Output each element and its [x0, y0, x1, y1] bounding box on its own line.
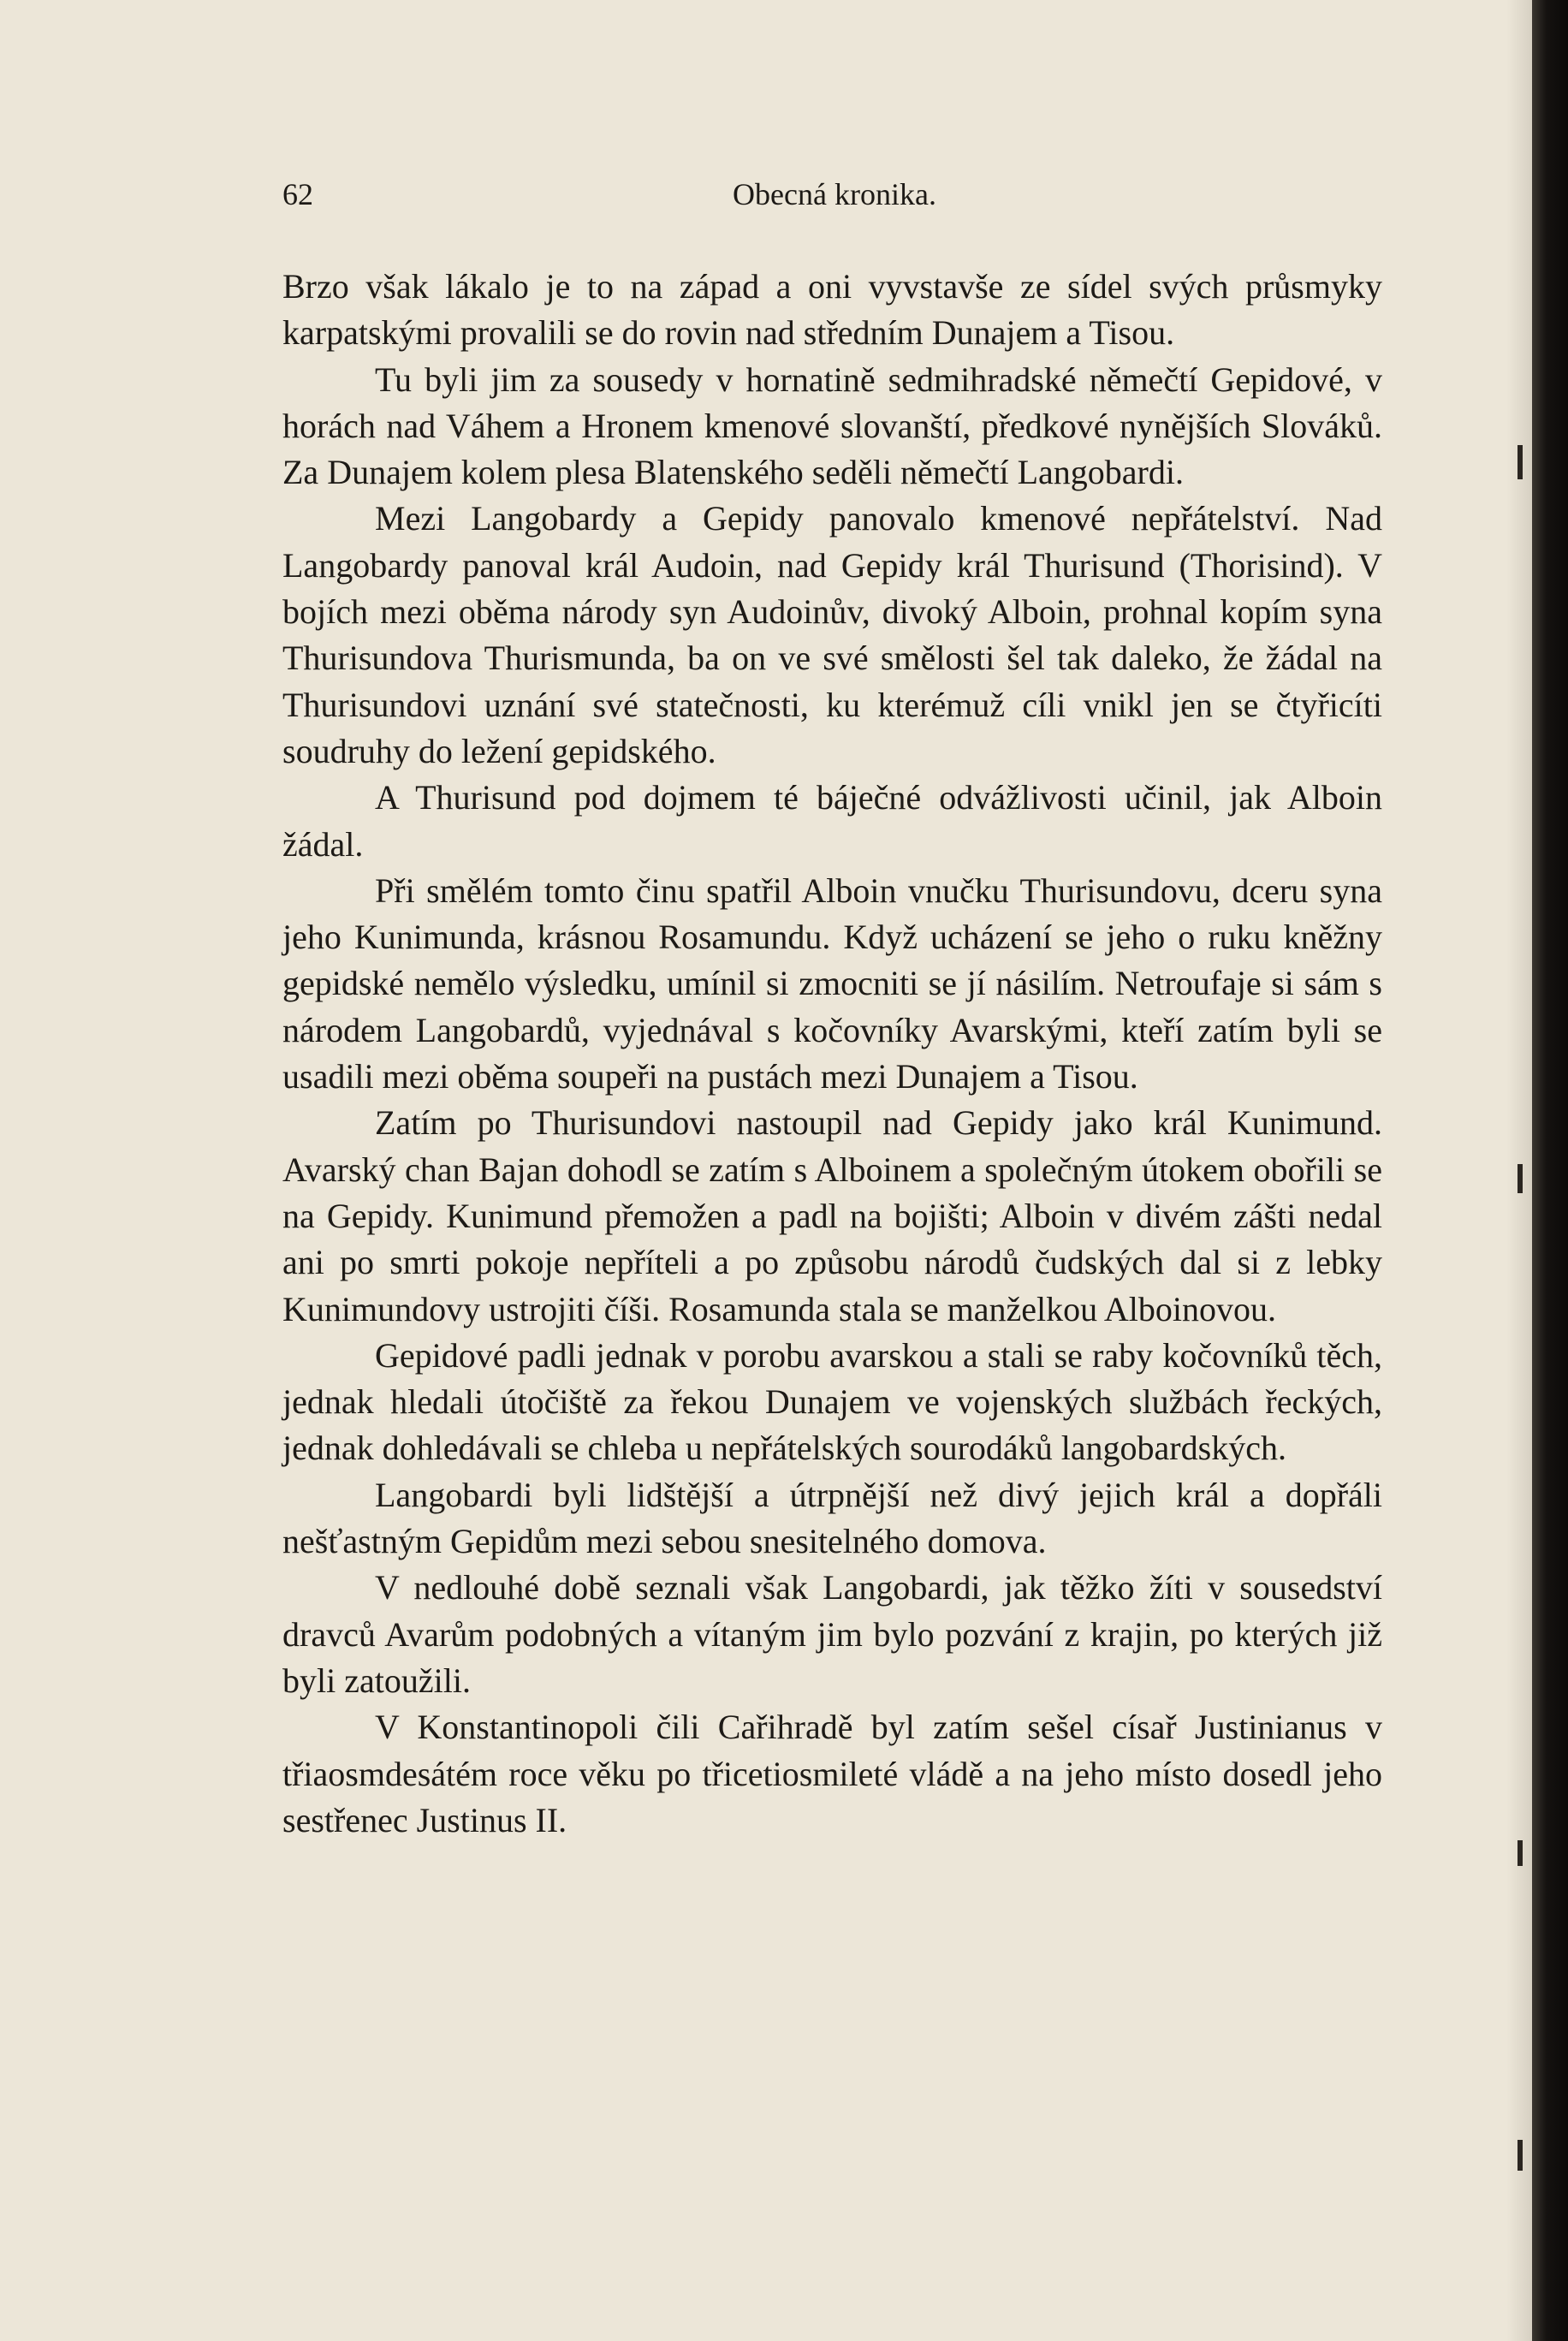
paragraph: Gepidové padli jednak v porobu avarskou a stali se raby kočovníků těch, jednak hledali útočiště za řekou Dunajem ve vojenských službách řeckých, jednak dohledávali se chleba u nepřátelských sourodáků langobardských. — [282, 1335, 1382, 1468]
running-title: Obecná kronika. — [733, 177, 936, 211]
edge-mark — [1518, 2140, 1523, 2171]
paragraph: Při smělém tomto činu spatřil Alboin vnučku Thurisundovu, dceru syna jeho Kunimunda, krásnou Rosamundu. Když ucházení se jeho o ruku kněžny gepidské nemělo výsledku, umínil si zmocniti se jí násilím. Netroufaje si sám s národem Langobardů, vyjednával s kočovníky Avarskými, kteří zatím byli se usadili mezi oběma soupeři na pustách mezi Dunajem a Tisou. — [282, 870, 1382, 1096]
paragraph: Zatím po Thurisundovi nastoupil nad Gepidy jako král Kunimund. Avarský chan Bajan dohodl se zatím s Alboinem a společným útokem obořili se na Gepidy. Kunimund přemožen a padl na bojišti; Alboin v divém zášti nedal ani po smrti pokoje nepříteli a po způsobu národů čudských dal si z lebky Kunimundovy ustrojiti číši. Rosamunda stala se manželkou Alboinovou. — [282, 1103, 1382, 1328]
scan-dark-edge — [1532, 0, 1568, 2341]
paragraph: Mezi Langobardy a Gepidy panovalo kmenové nepřátelství. Nad Langobardy panoval král Audoin, nad Gepidy král Thurisund (Thorisind). V bojích mezi oběma národy syn Audoinův, divoký Alboin, prohnal kopím syna Thurisundova Thurismunda, ba on ve své smělosti šel tak daleko, že žádal na Thurisundovi uznání své statečnosti, ku kterémuž cíli vnikl jen se čtyřicíti soudruhy do ležení gepidského. — [282, 499, 1382, 770]
paragraph: A Thurisund pod dojmem té báječné odvážlivosti učinil, jak Alboin žádal. — [282, 778, 1382, 864]
paragraph: Langobardi byli lidštější a útrpnější než divý jejich král a dopřáli nešťastným Gepidům mezi sebou snesitelného domova. — [282, 1475, 1382, 1561]
paragraph: V Konstantinopoli čili Cařihradě byl zatím sešel císař Justinianus v třiaosmdesátém roce věku po třicetiosmileté vládě a na jeho místo dosedl jeho sestřenec Justinus II. — [282, 1708, 1382, 1839]
page-number: 62 — [282, 177, 313, 211]
paragraph: Tu byli jim za sousedy v hornatině sedmihradské němečtí Gepidové, v horách nad Váhem a Hronem kmenové slovanští, předkové nynějších Slováků. Za Dunajem kolem plesa Blatenského seděli němečtí Langobardi. — [282, 359, 1382, 492]
edge-mark — [1518, 1164, 1523, 1193]
body-text — [282, 264, 1382, 1844]
paragraph: Brzo však lákalo je to na západ a oni vyvstavše ze sídel svých průsmyky karpatskými provalili se do rovin nad středním Dunajem a Tisou. — [282, 267, 1382, 353]
paragraph: V nedlouhé době seznali však Langobardi, jak těžko žíti v sousedství dravců Avarům podobných a vítaným jim bylo pozvání z krajin, po kterých již byli zatoužili. — [282, 1568, 1382, 1700]
page-header — [282, 176, 1387, 219]
edge-mark — [1518, 445, 1523, 479]
edge-mark — [1518, 1840, 1523, 1866]
